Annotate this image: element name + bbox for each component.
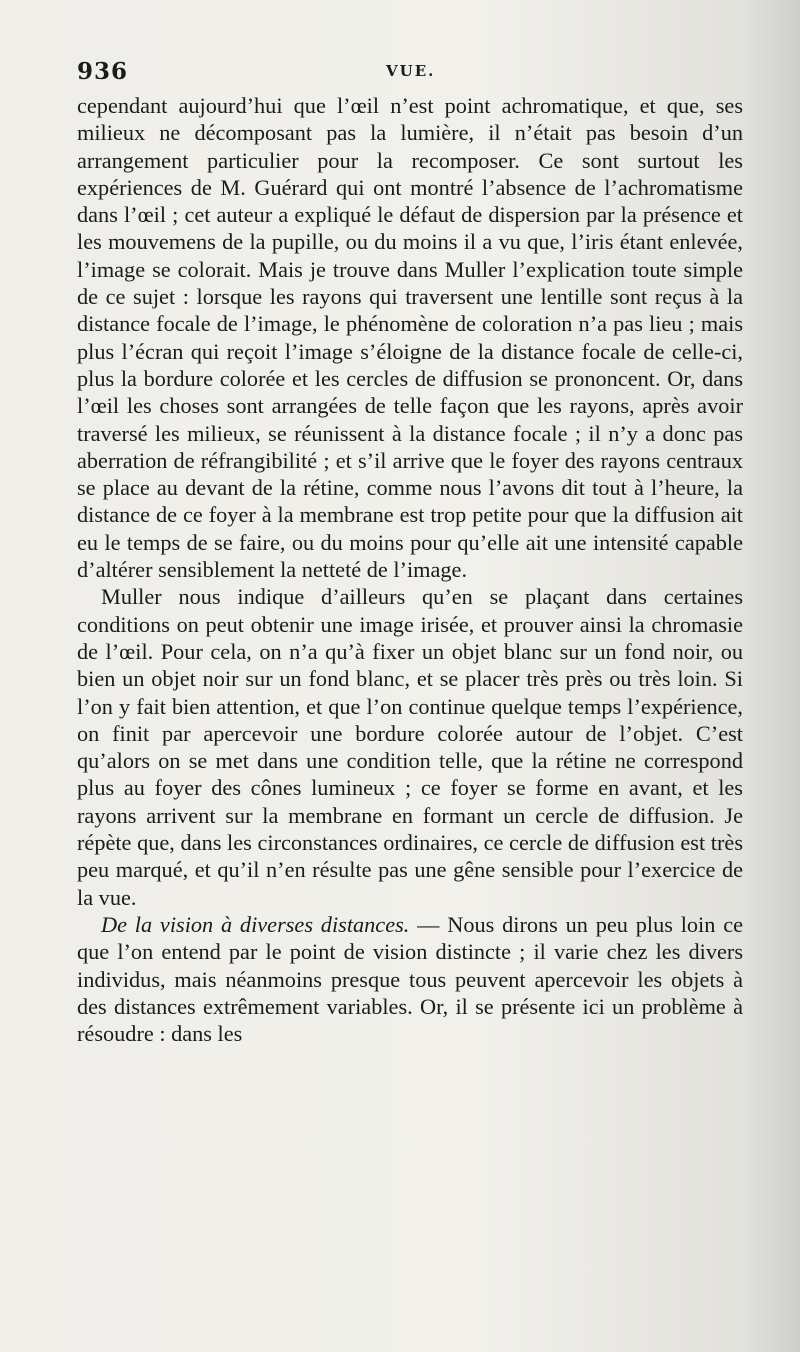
section-text: — Nous dirons un peu plus loin ce que l’on entend par le point de vision distincte ; il varie chez les divers individus, mais néanmoins presque tous peuvent apercevoir les objets à des distances extrêmement variables. Or, il se présente ici un problème à résoudre : dans les [77, 911, 743, 1047]
page-header [77, 58, 742, 88]
paragraph-vision-distances [77, 911, 743, 1047]
body-text [77, 92, 743, 1047]
paragraph-muller: Muller nous indique d’ailleurs qu’en se plaçant dans certaines conditions on peut obtenir une image irisée, et prouver ainsi la chromasie de l’œil. Pour cela, on n’a qu’à fixer un objet blanc sur un fond noir, ou bien un objet noir sur un fond blanc, et se placer très près ou très loin. Si l’on y fait bien attention, et que l’on continue quelque temps l’expérience, on finit par apercevoir une bordure colorée autour de l’objet. C’est qu’alors on se met dans une condition telle, que la rétine ne correspond plus au foyer des cônes lumineux ; ce foyer se forme en avant, et les rayons arrivent sur la membrane en formant un cercle de diffusion. Je répète que, dans les circonstances ordinaires, ce cercle de diffusion est très peu marqué, et qu’il n’en résulte pas une gêne sensible pour l’exercice de la vue. [77, 584, 743, 910]
paragraph-continued: cependant aujourd’hui que l’œil n’est point achromatique, et que, ses milieux ne décomposant pas la lumière, il n’était pas besoin d’un arrangement particulier pour la recomposer. Ce sont surtout les expériences de M. Guérard qui ont montré l’absence de l’achromatisme dans l’œil ; cet auteur a expliqué le défaut de dispersion par la présence et les mouvemens de la pupille, ou du moins il a vu que, l’iris étant enlevée, l’image se colorait. Mais je trouve dans Muller l’explication toute simple de ce sujet : lorsque les rayons qui traversent une lentille sont reçus à la distance focale de l’image, le phénomène de coloration n’a pas lieu ; mais plus l’écran qui reçoit l’image s’éloigne de la distance focale de celle-ci, plus la bordure colorée et les cercles de diffusion se prononcent. Or, dans l’œil les choses sont arrangées de telle façon que les rayons, après avoir traversé les milieux, se réunissent à la distance focale ; il n’y a donc pas aberration de réfrangibilité ; et s’il arrive que le foyer des rayons centraux se place au devant de la rétine, comme nous l’avons dit tout à l’heure, la distance de ce foyer à la membrane est trop petite pour que la diffusion ait eu le temps de se faire, ou du moins pour qu’elle ait une intensité capable d’altérer sensiblement la netteté de l’image. [77, 93, 743, 583]
page-number: 936 [77, 58, 129, 85]
running-head: VUE. [386, 62, 436, 80]
section-title: De la vision à diverses distances. [101, 911, 410, 937]
